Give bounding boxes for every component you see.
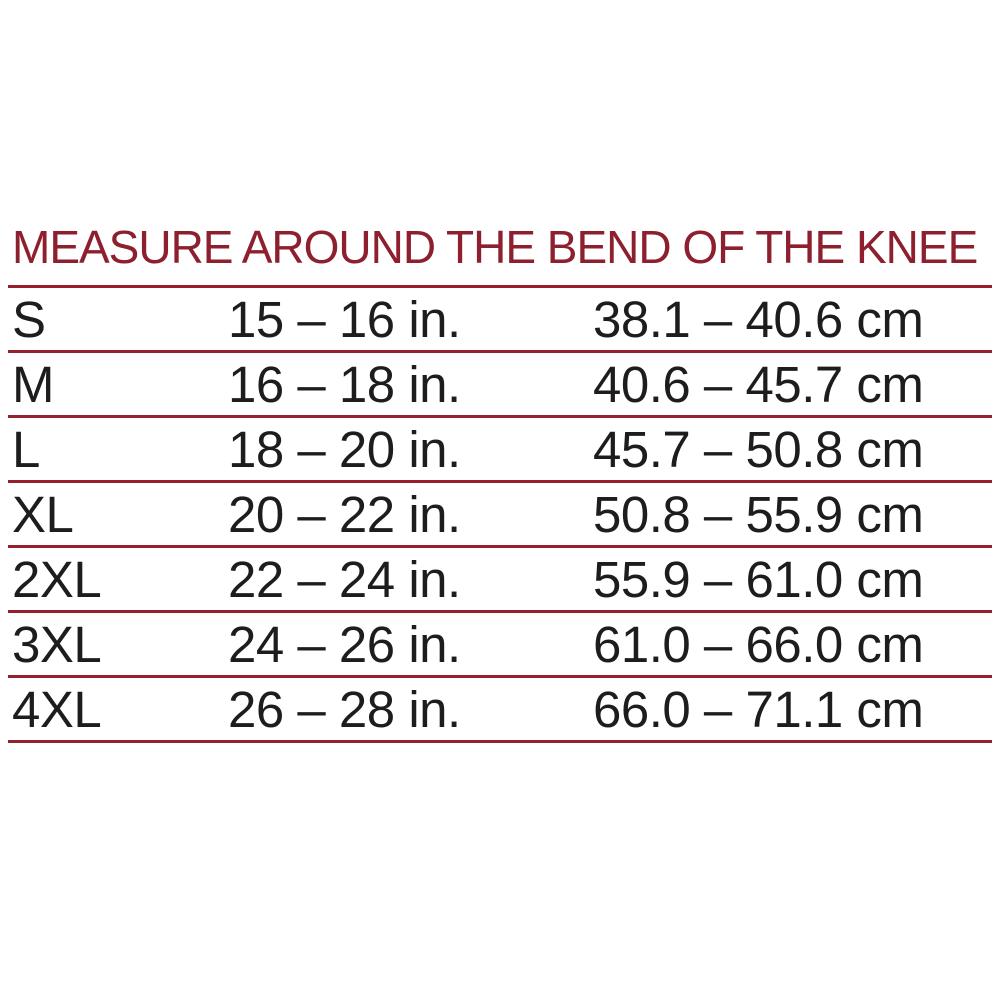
cm-range: 40.6 – 45.7 cm bbox=[593, 356, 924, 414]
size-label: 2XL bbox=[12, 551, 102, 609]
cm-range: 55.9 – 61.0 cm bbox=[593, 551, 924, 609]
cm-range: 45.7 – 50.8 cm bbox=[593, 421, 924, 479]
size-label: 3XL bbox=[12, 616, 102, 674]
size-label: L bbox=[12, 421, 40, 479]
size-chart bbox=[8, 222, 992, 743]
cm-range: 61.0 – 66.0 cm bbox=[593, 616, 924, 674]
inches-range: 24 – 26 in. bbox=[228, 616, 461, 674]
chart-title: MEASURE AROUND THE BEND OF THE KNEE bbox=[12, 221, 978, 273]
inches-range: 22 – 24 in. bbox=[228, 551, 461, 609]
cm-range: 50.8 – 55.9 cm bbox=[593, 486, 924, 544]
size-label: S bbox=[12, 291, 46, 349]
table-row bbox=[8, 285, 992, 350]
cm-range: 66.0 – 71.1 cm bbox=[593, 681, 924, 739]
table-row bbox=[8, 545, 992, 610]
table-row bbox=[8, 675, 992, 740]
table-row bbox=[8, 480, 992, 545]
size-label: 4XL bbox=[12, 681, 102, 739]
inches-range: 15 – 16 in. bbox=[228, 291, 461, 349]
table-row bbox=[8, 610, 992, 675]
size-label: XL bbox=[12, 486, 74, 544]
inches-range: 20 – 22 in. bbox=[228, 486, 461, 544]
table-row bbox=[8, 350, 992, 415]
size-table bbox=[8, 285, 992, 743]
inches-range: 16 – 18 in. bbox=[228, 356, 461, 414]
inches-range: 26 – 28 in. bbox=[228, 681, 461, 739]
table-row bbox=[8, 415, 992, 480]
cm-range: 38.1 – 40.6 cm bbox=[593, 291, 924, 349]
size-label: M bbox=[12, 356, 54, 414]
inches-range: 18 – 20 in. bbox=[228, 421, 461, 479]
